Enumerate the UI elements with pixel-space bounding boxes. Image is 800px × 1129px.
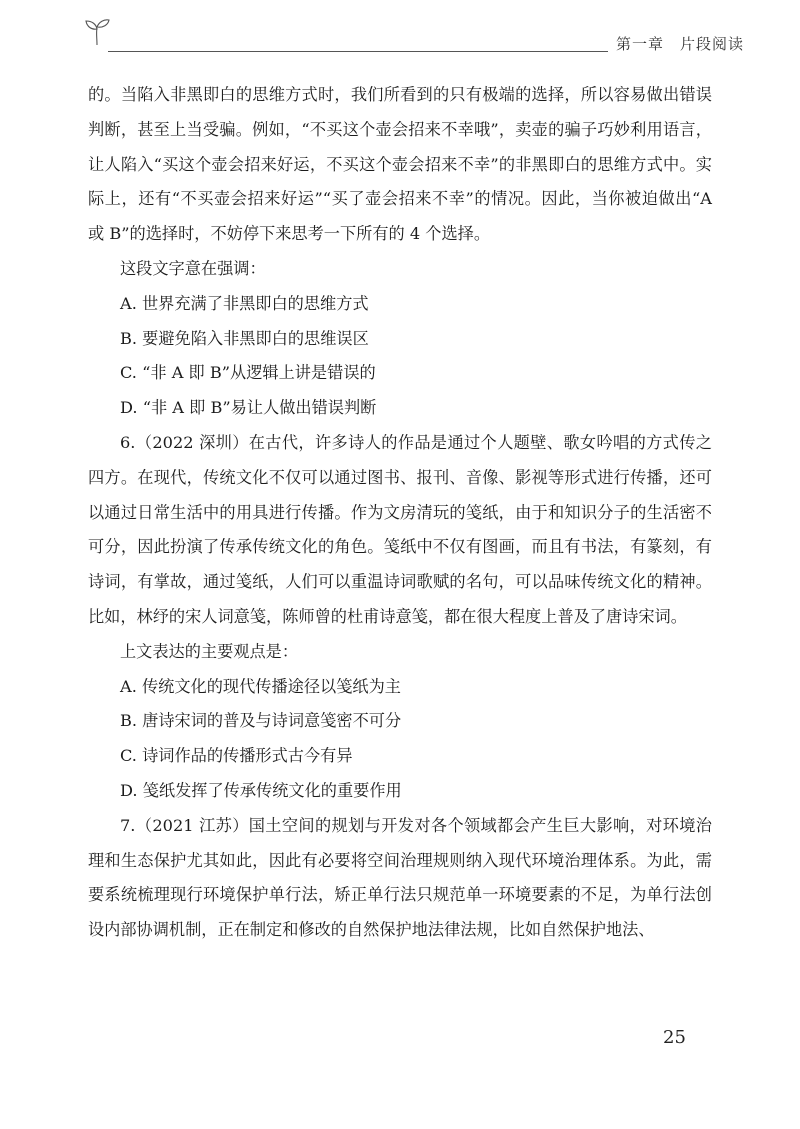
q5-option-c: C. “非 A 即 B”从逻辑上讲是错误的	[120, 363, 376, 383]
q5-option-a: A. 世界充满了非黑即白的思维方式	[120, 293, 369, 313]
q6-option-c: C. 诗词作品的传播形式古今有异	[120, 746, 353, 766]
header-rule	[108, 51, 608, 52]
page-body	[88, 78, 712, 948]
page-number: 25	[663, 1027, 686, 1048]
q5-option-d: D. “非 A 即 B”易让人做出错误判断	[120, 398, 377, 418]
q5-option-b: B. 要避免陷入非黑即白的思维误区	[120, 328, 369, 348]
q6-passage: 6.（2022 深圳）在古代，许多诗人的作品是通过个人题壁、歌女吟唱的方式传之四方。在现代，传统文化不仅可以通过图书、报刊、音像、影视等形式进行传播，还可以通过日常生活中的用具进行传播。作为文房清玩的笺纸，由于和知识分子的生活密不可分，因此扮演了传承传统文化的角色。笺纸中不仅有图画，而且有书法，有篆刻，有诗词，有掌故，通过笺纸，人们可以重温诗词歌赋的名句，可以品味传统文化的精神。比如，林纾的宋人词意笺，陈师曾的杜甫诗意笺，都在很大程度上普及了唐诗宋词。	[88, 432, 712, 626]
q7-passage: 7.（2021 江苏）国土空间的规划与开发对各个领域都会产生巨大影响，对环境治理和生态保护尤其如此，因此有必要将空间治理规则纳入现代环境治理体系。为此，需要系统梳理现行环境保护单行法，矫正单行法只规范单一环境要素的不足，为单行法创设内部协调机制，正在制定和修改的自然保护地法律法规，比如自然保护地法、	[88, 815, 712, 940]
q6-stem: 上文表达的主要观点是：	[120, 641, 299, 661]
running-header	[80, 18, 745, 58]
q6-option-a: A. 传统文化的现代传播途径以笺纸为主	[120, 676, 401, 696]
sprout-ornament-icon	[84, 18, 110, 46]
chapter-title: 第一章 片段阅读	[616, 35, 745, 53]
q6-option-d: D. 笺纸发挥了传承传统文化的重要作用	[120, 780, 402, 800]
q5-stem: 这段文字意在强调：	[120, 258, 266, 278]
q6-option-b: B. 唐诗宋词的普及与诗词意笺密不可分	[120, 711, 402, 731]
q5-passage-continued: 的。当陷入非黑即白的思维方式时，我们所看到的只有极端的选择，所以容易做出错误判断，甚至上当受骗。例如，“不买这个壶会招来不幸哦”，卖壶的骗子巧妙利用语言，让人陷入“买这个壶会招来好运，不买这个壶会招来不幸”的非黑即白的思维方式中。实际上，还有“不买壶会招来好运”“买了壶会招来不幸”的情况。因此，当你被迫做出“A 或 B”的选择时，不妨停下来思考一下所有的 4 个选择。	[88, 85, 712, 244]
